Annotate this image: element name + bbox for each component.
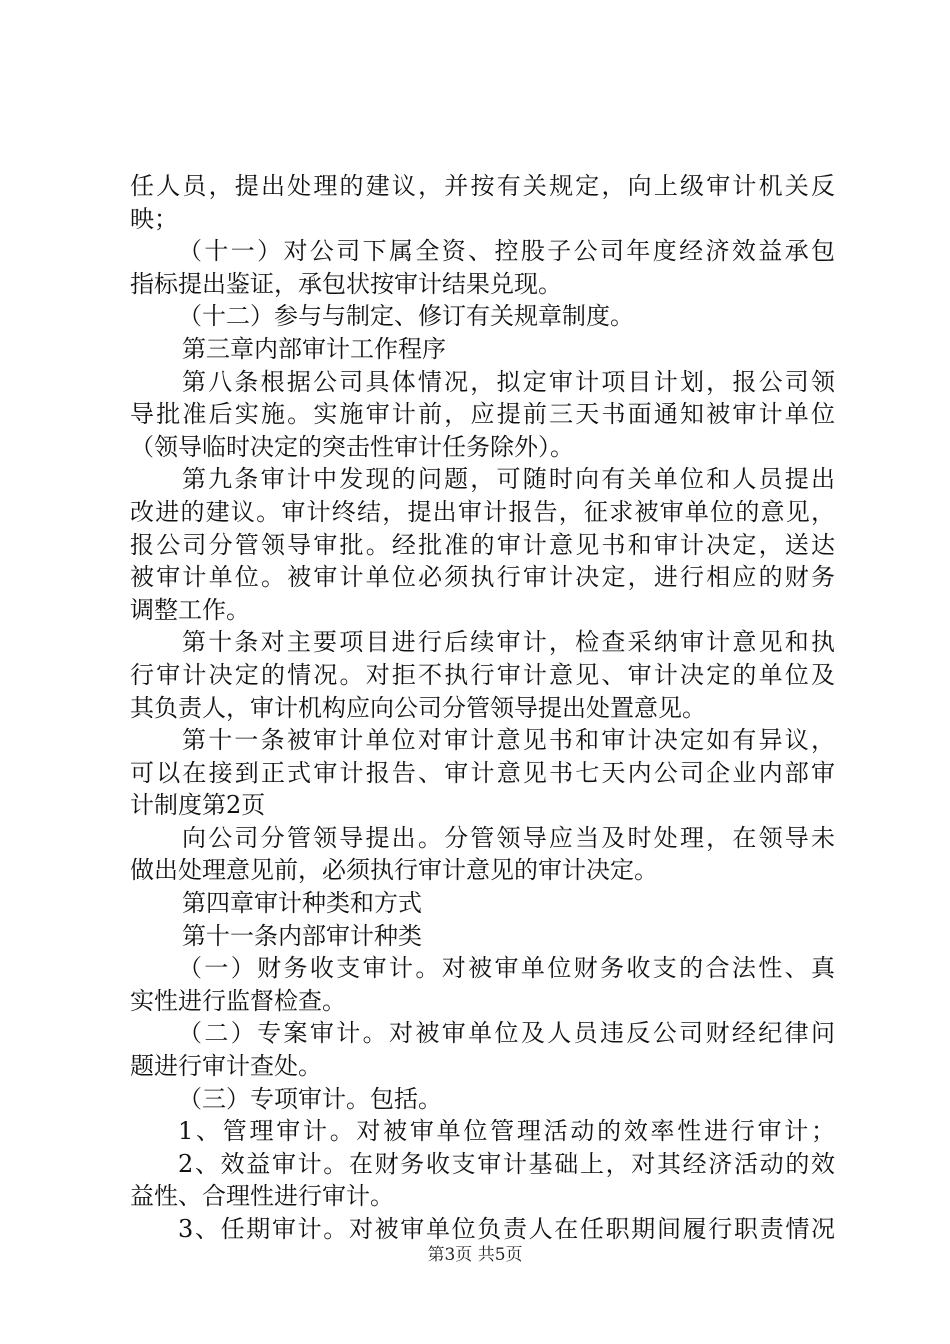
text-line: 实性进行监督检查。 (130, 986, 346, 1015)
text-line: 可以在接到正式审计报告、审计意见书七天内公司企业内部审 (130, 758, 835, 787)
text-line: 指标提出鉴证，承包状按审计结果兑现。 (130, 269, 562, 298)
text-line: 导批准后实施。实施审计前，应提前三天书面通知被审计单位 (130, 400, 835, 429)
text-line: 第十条对主要项目进行后续审计，检查采纳审计意见和执 (182, 628, 835, 657)
text-line: 第八条根据公司具体情况，拟定审计项目计划，报公司领 (182, 367, 835, 396)
page-number-footer: 第3页 共5页 (427, 1245, 523, 1265)
text-line: 行审计决定的情况。对拒不执行审计意见、审计决定的单位及 (130, 660, 835, 689)
text-line: 计制度第2页 (130, 791, 266, 820)
text-line: 映； (130, 204, 178, 233)
text-line: 益性、合理性进行审计。 (130, 1182, 394, 1211)
text-line: （十二）参与与制定、修订有关规章制度。 (178, 302, 634, 331)
text-line: 1、管理审计。对被审单位管理活动的效率性进行审计； (178, 1117, 835, 1146)
text-line: 任人员，提出处理的建议，并按有关规定，向上级审计机关反 (130, 172, 835, 200)
text-line: 调整工作。 (130, 595, 250, 624)
text-line: （一）财务收支审计。对被审单位财务收支的合法性、真 (178, 954, 835, 983)
text-line: 第九条审计中发现的问题，可随时向有关单位和人员提出 (182, 465, 835, 494)
text-line: 向公司分管领导提出。分管领导应当及时处理，在领导未 (182, 823, 835, 852)
text-line: （十一）对公司下属全资、控股子公司年度经济效益承包 (178, 237, 835, 266)
text-line: 改进的建议。审计终结，提出审计报告，征求被审单位的意见， (130, 497, 835, 526)
text-line: 做出处理意见前，必须执行审计意见的审计决定。 (130, 856, 658, 885)
text-line: 第十一条内部审计种类 (182, 921, 422, 950)
text-line: （三）专项审计。包括。 (178, 1084, 442, 1113)
text-line: 其负责人，审计机构应向公司分管领导提出处置意见。 (130, 693, 706, 722)
document-body (130, 170, 835, 1246)
chapter-heading: 第三章内部审计工作程序 (182, 334, 446, 363)
text-line: 题进行审计查处。 (130, 1052, 322, 1081)
text-line: 第十一条被审计单位对审计意见书和审计决定如有异议， (182, 726, 835, 755)
text-line: （领导临时决定的突击性审计任务除外）。 (130, 432, 574, 461)
chapter-heading: 第四章审计种类和方式 (182, 889, 422, 918)
text-line: 报公司分管领导审批。经批准的审计意见书和审计决定，送达 (130, 530, 835, 559)
text-line: 3、任期审计。对被审单位负责人在任职期间履行职责情况 (178, 1215, 835, 1243)
text-line: 2、效益审计。在财务收支审计基础上，对其经济活动的效 (178, 1149, 835, 1178)
text-line: 被审计单位。被审计单位必须执行审计决定，进行相应的财务 (130, 563, 835, 592)
text-line: （二）专案审计。对被审单位及人员违反公司财经纪律问 (178, 1019, 835, 1048)
